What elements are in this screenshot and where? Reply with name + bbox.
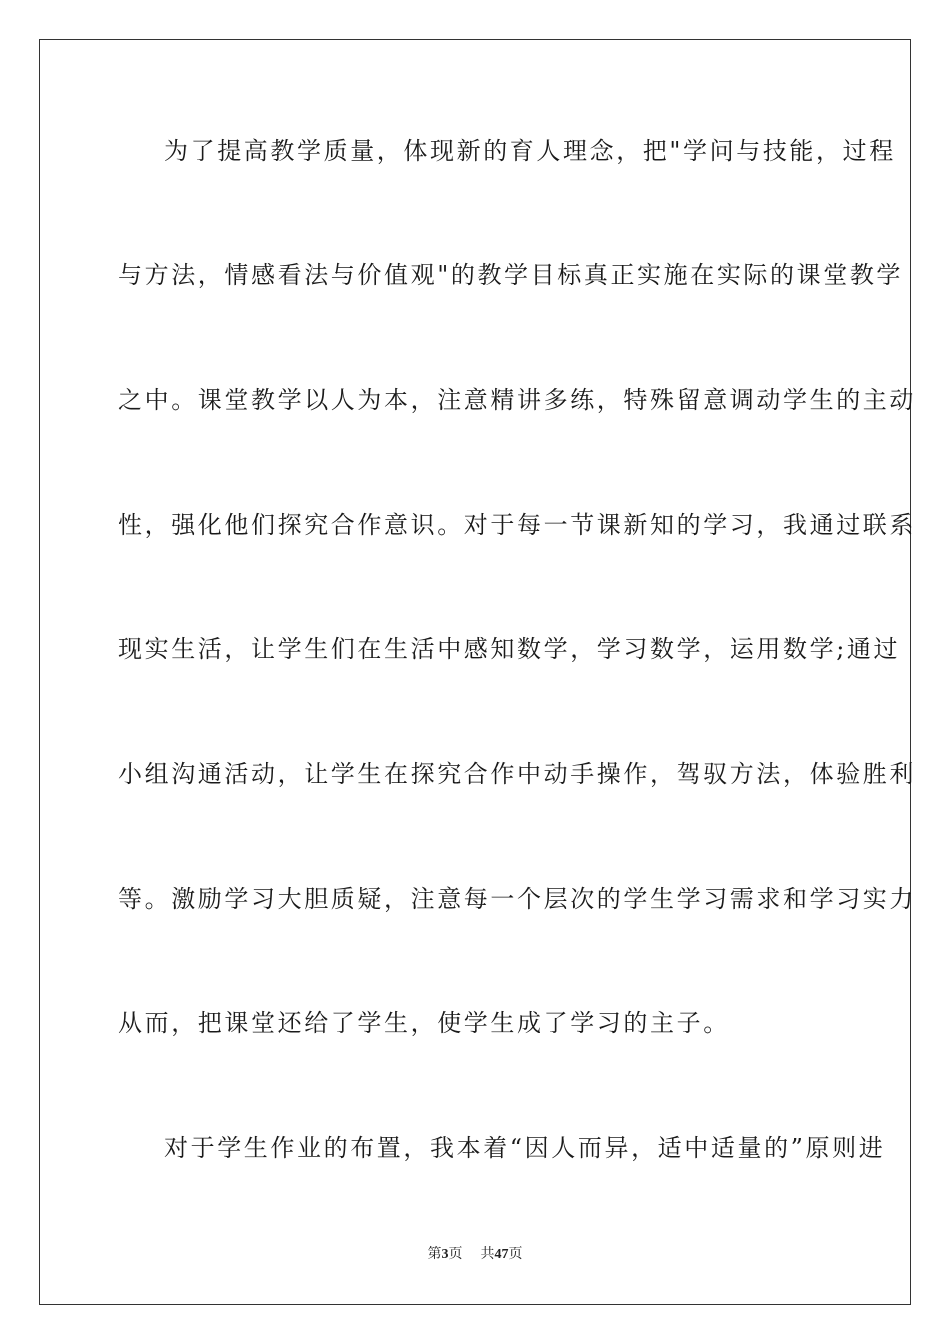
- footer-total-pages: 47: [494, 1247, 509, 1262]
- paragraph-1-line-1: 为了提高教学质量，体现新的育人理念，把"学问与技能，过程: [164, 137, 896, 165]
- footer-total-suffix: 页: [508, 1247, 523, 1262]
- footer-page-number: 3: [441, 1247, 449, 1262]
- paragraph-2-line-1: 对于学生作业的布置，我本着“因人而异，适中适量的”原则进: [164, 1134, 886, 1162]
- page-border: [39, 39, 916, 1305]
- paragraph-1-line-5: 现实生活，让学生们在生活中感知数学，学习数学，运用数学;通过: [118, 635, 901, 663]
- paragraph-1-line-2: 与方法，情感看法与价值观"的教学目标真正实施在实际的课堂教学: [118, 261, 904, 289]
- paragraph-1-line-6: 小组沟通活动，让学生在探究合作中动手操作，驾驭方法，体验胜利: [118, 760, 916, 788]
- footer-total-prefix: 共: [480, 1247, 495, 1262]
- paragraph-1-line-3: 之中。课堂教学以人为本，注意精讲多练，特殊留意调动学生的主动: [118, 386, 916, 414]
- page-footer: [0, 1246, 950, 1264]
- paragraph-1-line-4: 性，强化他们探究合作意识。对于每一节课新知的学习，我通过联系: [118, 511, 916, 539]
- footer-page-prefix: 第: [427, 1247, 442, 1262]
- paragraph-1-line-7: 等。激励学习大胆质疑，注意每一个层次的学生学习需求和学习实力: [118, 885, 916, 913]
- paragraph-1-line-8: 从而，把课堂还给了学生，使学生成了学习的主子。: [118, 1009, 730, 1037]
- footer-page-suffix: 页: [448, 1247, 463, 1262]
